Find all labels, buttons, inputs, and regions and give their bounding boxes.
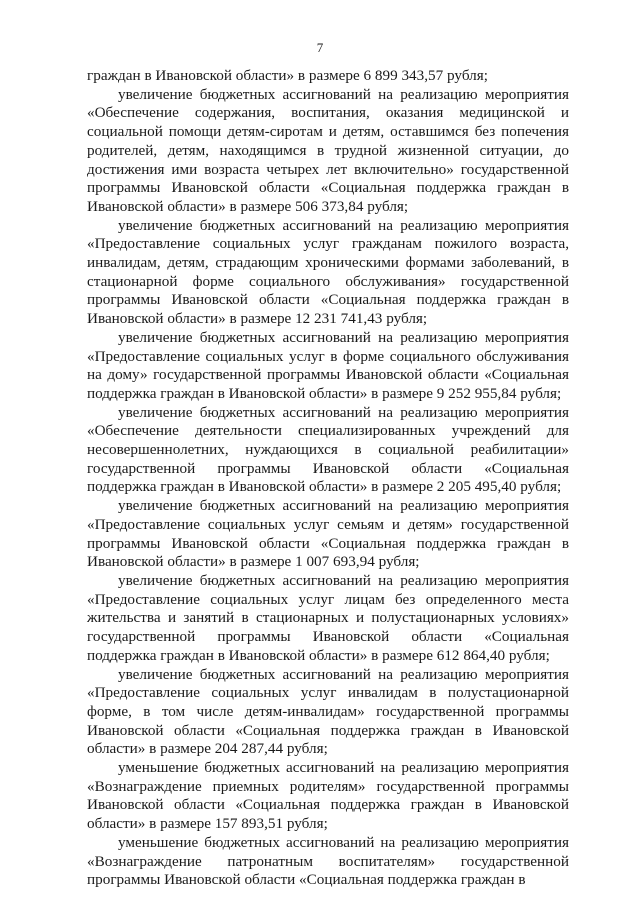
page-number: 7	[316, 40, 324, 55]
paragraph-continuation: граждан в Ивановской области» в размере 6 899 343,57 рубля;	[87, 67, 488, 84]
document-body	[87, 67, 569, 890]
paragraph-increase-families-children: увеличение бюджетных ассигнований на реализацию мероприятия «Предоставление социальных услуг семьям и детям» государственной программы Ивановской области «Социальная поддержка граждан в Ивановской области» в размере 1 007 693,94 рубля;	[87, 497, 569, 571]
paragraph-increase-disabled-semi-inpatient: увеличение бюджетных ассигнований на реализацию мероприятия «Предоставление социальных услуг инвалидам в полустационарной форме, в том числе детям-инвалидам» государственной программы Ивановской области «Социальная поддержка граждан в Ивановской области» в размере 204 287,44 рубля;	[87, 665, 569, 758]
paragraph-increase-orphans-care: увеличение бюджетных ассигнований на реализацию мероприятия «Обеспечение содержания, воспитания, оказания медицинской и социальной помощи детям-сиротам и детям, оставшимся без попечения родителей, детям, находящимся в трудной жизненной ситуации, до достижения ими возраста четырех лет включительно» государственной программы Ивановской области «Социальная поддержка граждан в Ивановской области» в размере 506 373,84 рубля;	[87, 85, 569, 215]
paragraph-increase-minors-rehab: увеличение бюджетных ассигнований на реализацию мероприятия «Обеспечение деятельности специализированных учреждений для несовершеннолетних, нуждающихся в социальной реабилитации» государственной программы Ивановской области «Социальная поддержка граждан в Ивановской области» в размере 2 205 495,40 рубля;	[87, 403, 569, 496]
paragraph-increase-elderly-inpatient: увеличение бюджетных ассигнований на реализацию мероприятия «Предоставление социальных услуг гражданам пожилого возраста, инвалидам, детям, страдающим хроническими формами заболеваний, в стационарной форме социального обслуживания» государственной программы Ивановской области «Социальная поддержка граждан в Ивановской области» в размере 12 231 741,43 рубля;	[87, 216, 569, 328]
paragraph-decrease-patronage-educators: уменьшение бюджетных ассигнований на реализацию мероприятия «Вознаграждение патронатным воспитателям» государственной программы Ивановской области «Социальная поддержка граждан в	[87, 833, 569, 889]
paragraph-increase-homeless-services: увеличение бюджетных ассигнований на реализацию мероприятия «Предоставление социальных услуг лицам без определенного места жительства и занятий в стационарных и полустационарных условиях» государственной программы Ивановской области «Социальная поддержка граждан в Ивановской области» в размере 612 864,40 рубля;	[87, 571, 569, 664]
paragraph-increase-home-services: увеличение бюджетных ассигнований на реализацию мероприятия «Предоставление социальных услуг в форме социального обслуживания на дому» государственной программы Ивановской области «Социальная поддержка граждан в Ивановской области» в размере 9 252 955,84 рубля;	[87, 328, 569, 402]
paragraph-decrease-foster-parents: уменьшение бюджетных ассигнований на реализацию мероприятия «Вознаграждение приемных родителям» государственной программы Ивановской области «Социальная поддержка граждан в Ивановской области» в размере 157 893,51 рубля;	[87, 759, 569, 833]
